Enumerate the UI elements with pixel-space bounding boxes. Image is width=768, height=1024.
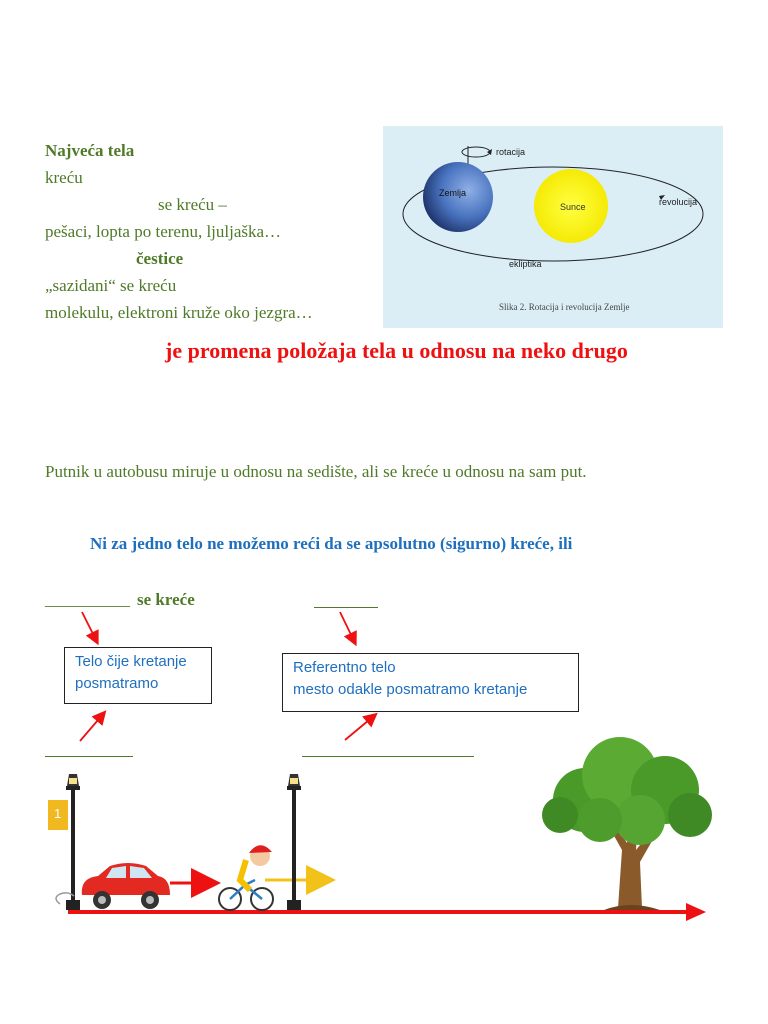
example-text: Putnik u autobusu miruje u odnosu na sedište, ali se kreće u odnosu na sam put. <box>45 462 587 481</box>
figure-caption: Slika 2. Rotacija i revolucija Zemlje <box>499 302 630 312</box>
ground-arrow-head <box>686 903 706 921</box>
blank-prefix: __________ <box>45 590 130 609</box>
box-reference-line2: mesto odakle posmatramo kretanje <box>293 681 528 698</box>
text-primeri: pešaci, lopta po terenu, ljuljaška… <box>45 222 282 241</box>
text-krecu: kreću <box>45 168 83 187</box>
text-se-krecu: se kreću – <box>158 195 227 214</box>
tree <box>542 737 712 910</box>
heading-cestice: čestice <box>136 249 184 268</box>
motion-scene <box>0 730 768 930</box>
label-zemlja: Zemlja <box>439 188 467 198</box>
heading-najveca-tela: Najveća tela <box>45 141 135 160</box>
arrow-to-right-box <box>340 612 355 643</box>
street-lamp-middle <box>287 774 301 910</box>
text-molekulu: molekulu, elektroni kruže oko jezgra… <box>45 303 313 322</box>
label-sunce: Sunce <box>560 202 586 212</box>
label-rotacija: rotacija <box>496 147 526 157</box>
sign-number: 1 <box>54 806 62 821</box>
text-sazidani: „sazidani“ se kreću <box>45 276 177 295</box>
box-reference-line1: Referentno telo <box>293 659 396 676</box>
arrow-to-left-box <box>82 612 97 642</box>
statement-text: Ni za jedno telo ne možemo reći da se apsolutno (sigurno) kreće, ili <box>90 534 573 553</box>
cyclist <box>219 845 273 910</box>
box-observed-line2: posmatramo <box>75 675 159 692</box>
street-lamp-left <box>66 774 80 910</box>
box-observed-line1: Telo čije kretanje <box>75 653 187 670</box>
label-revolucija: revolucija <box>659 197 698 207</box>
definition-text: je promena položaja tela u odnosu na neko drugo <box>165 338 628 363</box>
label-ekliptika: ekliptika <box>509 259 542 269</box>
se-krece-label: se kreće <box>137 590 195 609</box>
